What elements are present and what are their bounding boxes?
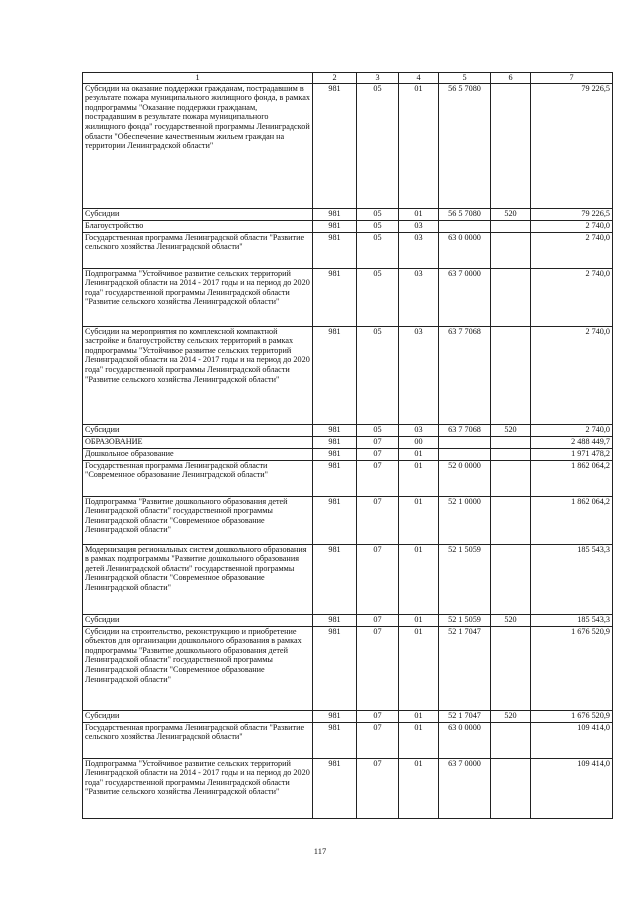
cell-section: 05 (357, 326, 399, 424)
cell-amount: 79 226,5 (531, 208, 613, 220)
cell-ministry: 981 (313, 83, 357, 208)
cell-section: 07 (357, 758, 399, 818)
cell-amount: 2 740,0 (531, 268, 613, 326)
row-name: Государственная программа Ленинградской области "Развитие сельского хозяйства Ленинградской области" (83, 232, 313, 268)
row-name: Подпрограмма "Устойчивое развитие сельских территорий Ленинградской области на 2014 - 2017 годы и на период до 2020 года" государственной программы Ленинградской области "Развитие сельского хозяйства Ленинградской области" (83, 758, 313, 818)
table-row (83, 436, 613, 448)
table-row (83, 758, 613, 818)
cell-ministry: 981 (313, 436, 357, 448)
cell-subsection: 01 (399, 722, 439, 758)
cell-ministry: 981 (313, 614, 357, 626)
cell-subsection: 03 (399, 326, 439, 424)
cell-expense-type (491, 496, 531, 544)
cell-expense-type (491, 626, 531, 710)
cell-subsection: 03 (399, 220, 439, 232)
column-header: 2 (313, 73, 357, 84)
cell-amount: 79 226,5 (531, 83, 613, 208)
cell-ministry: 981 (313, 496, 357, 544)
cell-section: 07 (357, 544, 399, 614)
cell-expense-type: 520 (491, 208, 531, 220)
row-name: Подпрограмма "Устойчивое развитие сельских территорий Ленинградской области на 2014 - 2017 годы и на период до 2020 года" государственной программы Ленинградской области "Развитие сельского хозяйства Ленинградской области" (83, 268, 313, 326)
cell-target-article: 63 7 0000 (439, 268, 491, 326)
cell-section: 07 (357, 626, 399, 710)
row-name: Субсидии на оказание поддержки гражданам, пострадавшим в результате пожара муниципального жилищного фонда, в рамках подпрограммы "Оказание поддержки гражданам, пострадавшим в результате пожара муниципального жилищного фонда" государственной программы Ленинградской области "Обеспечение качественным жильем граждан на территории Ленинградской области" (83, 83, 313, 208)
cell-ministry: 981 (313, 544, 357, 614)
table-row (83, 220, 613, 232)
cell-target-article: 63 7 0000 (439, 758, 491, 818)
cell-ministry: 981 (313, 460, 357, 496)
cell-expense-type: 520 (491, 424, 531, 436)
cell-expense-type (491, 232, 531, 268)
row-name: Субсидии (83, 424, 313, 436)
cell-amount: 2 740,0 (531, 232, 613, 268)
cell-ministry: 981 (313, 424, 357, 436)
cell-subsection: 01 (399, 448, 439, 460)
row-name: Благоустройство (83, 220, 313, 232)
cell-target-article (439, 220, 491, 232)
row-name: Подпрограмма "Развитие дошкольного образования детей Ленинградской области" государственной программы Ленинградской области "Современное образование Ленинградской области" (83, 496, 313, 544)
row-name: ОБРАЗОВАНИЕ (83, 436, 313, 448)
cell-subsection: 01 (399, 758, 439, 818)
column-header: 7 (531, 73, 613, 84)
cell-expense-type (491, 220, 531, 232)
cell-ministry: 981 (313, 626, 357, 710)
table-row (83, 710, 613, 722)
cell-expense-type (491, 268, 531, 326)
cell-subsection: 01 (399, 544, 439, 614)
cell-target-article: 52 1 0000 (439, 496, 491, 544)
cell-subsection: 00 (399, 436, 439, 448)
cell-subsection: 01 (399, 208, 439, 220)
cell-expense-type (491, 460, 531, 496)
cell-amount: 1 676 520,9 (531, 710, 613, 722)
cell-expense-type (491, 83, 531, 208)
cell-target-article: 63 7 7068 (439, 424, 491, 436)
cell-section: 07 (357, 710, 399, 722)
cell-ministry: 981 (313, 268, 357, 326)
cell-target-article: 52 1 7047 (439, 626, 491, 710)
cell-expense-type (491, 758, 531, 818)
row-name: Субсидии (83, 614, 313, 626)
table-row (83, 232, 613, 268)
cell-expense-type (491, 448, 531, 460)
cell-ministry: 981 (313, 220, 357, 232)
cell-section: 07 (357, 496, 399, 544)
cell-target-article: 52 1 5059 (439, 614, 491, 626)
cell-expense-type (491, 436, 531, 448)
cell-section: 07 (357, 448, 399, 460)
column-header: 3 (357, 73, 399, 84)
cell-target-article (439, 436, 491, 448)
cell-ministry: 981 (313, 326, 357, 424)
cell-target-article: 63 0 0000 (439, 722, 491, 758)
cell-amount: 2 488 449,7 (531, 436, 613, 448)
cell-amount: 2 740,0 (531, 326, 613, 424)
cell-section: 05 (357, 83, 399, 208)
cell-target-article (439, 448, 491, 460)
cell-section: 07 (357, 722, 399, 758)
cell-amount: 1 676 520,9 (531, 626, 613, 710)
cell-section: 07 (357, 460, 399, 496)
column-header: 5 (439, 73, 491, 84)
table-row (83, 208, 613, 220)
cell-subsection: 01 (399, 496, 439, 544)
cell-ministry: 981 (313, 208, 357, 220)
cell-expense-type (491, 326, 531, 424)
cell-target-article: 56 5 7080 (439, 83, 491, 208)
table-row (83, 448, 613, 460)
cell-expense-type: 520 (491, 710, 531, 722)
cell-amount: 1 971 478,2 (531, 448, 613, 460)
cell-subsection: 01 (399, 460, 439, 496)
table-row (83, 326, 613, 424)
cell-expense-type: 520 (491, 614, 531, 626)
cell-target-article: 63 7 7068 (439, 326, 491, 424)
cell-ministry: 981 (313, 710, 357, 722)
cell-subsection: 01 (399, 626, 439, 710)
cell-target-article: 63 0 0000 (439, 232, 491, 268)
cell-ministry: 981 (313, 232, 357, 268)
row-name: Государственная программа Ленинградской области "Современное образование Ленинградской области" (83, 460, 313, 496)
cell-expense-type (491, 722, 531, 758)
cell-section: 07 (357, 436, 399, 448)
page-number: 117 (313, 846, 327, 856)
cell-section: 07 (357, 614, 399, 626)
cell-subsection: 01 (399, 614, 439, 626)
table-row (83, 614, 613, 626)
cell-ministry: 981 (313, 758, 357, 818)
cell-expense-type (491, 544, 531, 614)
row-name: Модернизация региональных систем дошкольного образования в рамках подпрограммы "Развитие дошкольного образования детей Ленинградской области" государственной программы Ленинградской области "Современное образование Ленинградской области" (83, 544, 313, 614)
cell-amount: 1 862 064,2 (531, 496, 613, 544)
table-row (83, 544, 613, 614)
budget-table (82, 72, 613, 819)
cell-target-article: 56 5 7080 (439, 208, 491, 220)
column-header: 4 (399, 73, 439, 84)
table-row (83, 83, 613, 208)
cell-subsection: 01 (399, 710, 439, 722)
row-name: Дошкольное образование (83, 448, 313, 460)
cell-section: 05 (357, 208, 399, 220)
table-row (83, 722, 613, 758)
table-row (83, 460, 613, 496)
cell-amount: 109 414,0 (531, 722, 613, 758)
row-name: Субсидии на мероприятия по комплексной компактной застройке и благоустройству сельских территорий в рамках подпрограммы "Устойчивое развитие сельских территорий Ленинградской области на 2014 - 2017 годы и на период до 2020 года" государственной программы Ленинградской области "Развитие сельского хозяйства Ленинградской области" (83, 326, 313, 424)
cell-subsection: 03 (399, 268, 439, 326)
cell-target-article: 52 0 0000 (439, 460, 491, 496)
cell-section: 05 (357, 268, 399, 326)
cell-amount: 109 414,0 (531, 758, 613, 818)
cell-section: 05 (357, 220, 399, 232)
cell-section: 05 (357, 232, 399, 268)
cell-target-article: 52 1 5059 (439, 544, 491, 614)
table-row (83, 626, 613, 710)
cell-amount: 2 740,0 (531, 220, 613, 232)
row-name: Субсидии на строительство, реконструкцию и приобретение объектов для организации дошкольного образования в рамках подпрограммы "Развитие дошкольного образования детей Ленинградской области" государственной программы Ленинградской области "Современное образование Ленинградской области" (83, 626, 313, 710)
table-row (83, 424, 613, 436)
row-name: Субсидии (83, 710, 313, 722)
table-row (83, 496, 613, 544)
cell-subsection: 03 (399, 424, 439, 436)
cell-amount: 2 740,0 (531, 424, 613, 436)
cell-amount: 185 543,3 (531, 614, 613, 626)
cell-amount: 185 543,3 (531, 544, 613, 614)
cell-section: 05 (357, 424, 399, 436)
cell-subsection: 03 (399, 232, 439, 268)
cell-target-article: 52 1 7047 (439, 710, 491, 722)
column-header: 6 (491, 73, 531, 84)
row-name: Субсидии (83, 208, 313, 220)
cell-ministry: 981 (313, 722, 357, 758)
row-name: Государственная программа Ленинградской области "Развитие сельского хозяйства Ленинградской области" (83, 722, 313, 758)
column-number-row (83, 73, 613, 84)
cell-subsection: 01 (399, 83, 439, 208)
cell-ministry: 981 (313, 448, 357, 460)
column-header: 1 (83, 73, 313, 84)
table-row (83, 268, 613, 326)
cell-amount: 1 862 064,2 (531, 460, 613, 496)
